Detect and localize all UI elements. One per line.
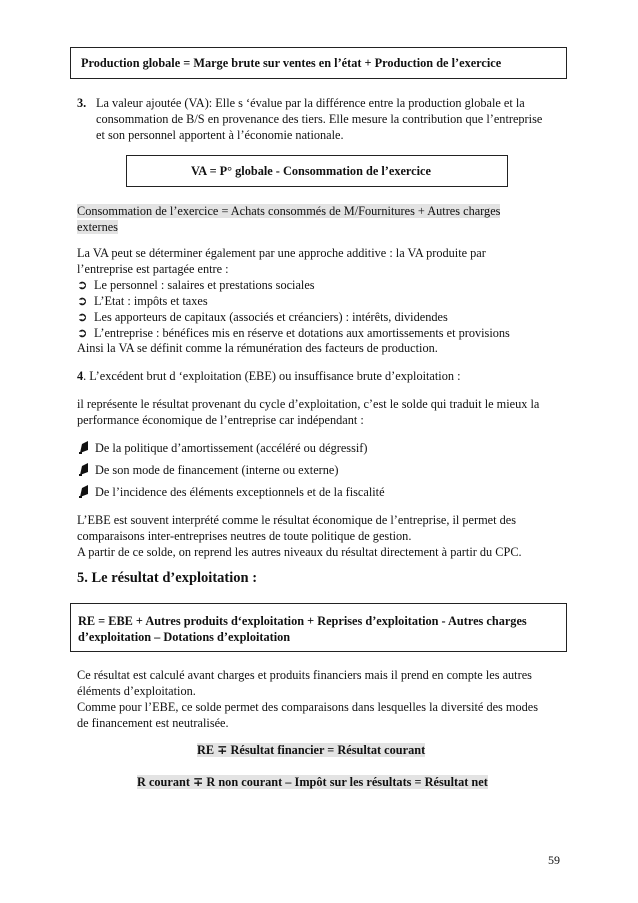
re-para-line-4: de financement est neutralisée. — [77, 716, 229, 730]
ebe-heading — [77, 369, 461, 384]
additive-line-2: l’entreprise est partagée entre : — [77, 262, 229, 276]
bullet-item-capitaux — [77, 310, 448, 325]
ebe-para-line-2: comparaisons inter-entreprises neutres de toute politique de gestion. — [77, 529, 412, 543]
pencil-item-text: De son mode de financement (interne ou externe) — [95, 463, 339, 477]
va-paragraph-line-1: La valeur ajoutée (VA): Elle s ‘évalue par la différence entre la production globale et la — [96, 96, 525, 110]
bullet-item-personnel — [77, 278, 315, 293]
bullet-text: Le personnel : salaires et prestations sociales — [94, 278, 315, 292]
additive-line-1: La VA peut se déterminer également par une approche additive : la VA produite par — [77, 246, 486, 260]
pencil-item-text: De l’incidence des éléments exceptionnels et de la fiscalité — [95, 485, 385, 499]
formula-va: VA = P° globale - Consommation de l’exercice — [191, 164, 431, 178]
bullet-text: L’Etat : impôts et taxes — [94, 294, 208, 308]
va-paragraph-line-3: et son personnel apportent à l’économie nationale. — [96, 128, 344, 142]
ainsi-line: Ainsi la VA se définit comme la rémunération des facteurs de production. — [77, 341, 438, 355]
consommation-text-1: Consommation de l’exercice = Achats consommés de M/Fournitures + Autres charges — [77, 204, 501, 218]
formula-box-va — [126, 155, 508, 187]
formula-resultat-courant — [197, 743, 425, 758]
section-number-4: 4 — [77, 369, 84, 383]
ebe-heading-text: . L’excédent brut d ‘exploitation (EBE) ou insuffisance brute d’exploitation : — [83, 369, 461, 383]
bullet-text: Les apporteurs de capitaux (associés et créanciers) : intérêts, dividendes — [94, 310, 448, 324]
re-para-line-1: Ce résultat est calculé avant charges et produits financiers mais il prend en compte les autres — [77, 668, 532, 682]
pencil-icon — [77, 462, 93, 476]
arrow-bullet-icon: ➲ — [77, 294, 88, 308]
bullet-item-entreprise — [77, 326, 510, 341]
formula-resultat-net-text: R courant ∓ R non courant – Impôt sur les résultats = Résultat net — [137, 775, 488, 789]
pencil-item-amortissement — [77, 440, 367, 456]
pencil-icon — [77, 484, 93, 498]
re-para-line-2: éléments d’exploitation. — [77, 684, 196, 698]
pencil-icon — [77, 440, 93, 454]
formula-re-line-1: RE = EBE + Autres produits d‘exploitation + Reprises d’exploitation - Autres charges — [78, 614, 527, 628]
re-para-line-3: Comme pour l’EBE, ce solde permet des comparaisons dans lesquelles la diversité des modes — [77, 700, 539, 714]
arrow-bullet-icon: ➲ — [77, 310, 88, 324]
arrow-bullet-icon: ➲ — [77, 278, 88, 292]
formula-resultat-courant-text: RE ∓ Résultat financier = Résultat courant — [197, 743, 426, 757]
formula-box-production — [70, 47, 567, 79]
pencil-item-exceptionnels — [77, 484, 385, 500]
formula-box-re — [70, 603, 567, 652]
bullet-text: L’entreprise : bénéfices mis en réserve et dotations aux amortissements et provisions — [94, 326, 510, 340]
section-number-3: 3. — [77, 96, 87, 110]
formula-production-globale: Production globale = Marge brute sur ventes en l’état + Production de l’exercice — [81, 56, 502, 70]
bullet-item-etat — [77, 294, 208, 309]
ebe-para-line-3: A partir de ce solde, on reprend les autres niveaux du résultat directement à partir du CPC. — [77, 545, 522, 559]
ebe-para-line-1: L’EBE est souvent interprété comme le résultat économique de l’entreprise, il permet des — [77, 513, 517, 527]
pencil-item-text: De la politique d’amortissement (accéléré ou dégressif) — [95, 441, 368, 455]
consommation-text-2: externes — [77, 220, 118, 234]
consommation-line-2 — [77, 220, 118, 235]
section-5-title: 5. Le résultat d’exploitation : — [77, 570, 258, 586]
va-paragraph-line-2: consommation de B/S en provenance des tiers. Elle mesure la contribution que l’entreprise — [96, 112, 543, 126]
arrow-bullet-icon: ➲ — [77, 326, 88, 340]
consommation-line-1 — [77, 204, 500, 219]
formula-resultat-net — [137, 775, 488, 790]
ebe-desc-line-2: performance économique de l’entreprise car indépendant : — [77, 413, 364, 427]
ebe-desc-line-1: il représente le résultat provenant du cycle d’exploitation, c’est le solde qui traduit le mieux la — [77, 397, 540, 411]
pencil-item-financement — [77, 462, 338, 478]
formula-re-line-2: d’exploitation – Dotations d’exploitation — [78, 630, 291, 644]
page-number: 59 — [548, 853, 560, 867]
